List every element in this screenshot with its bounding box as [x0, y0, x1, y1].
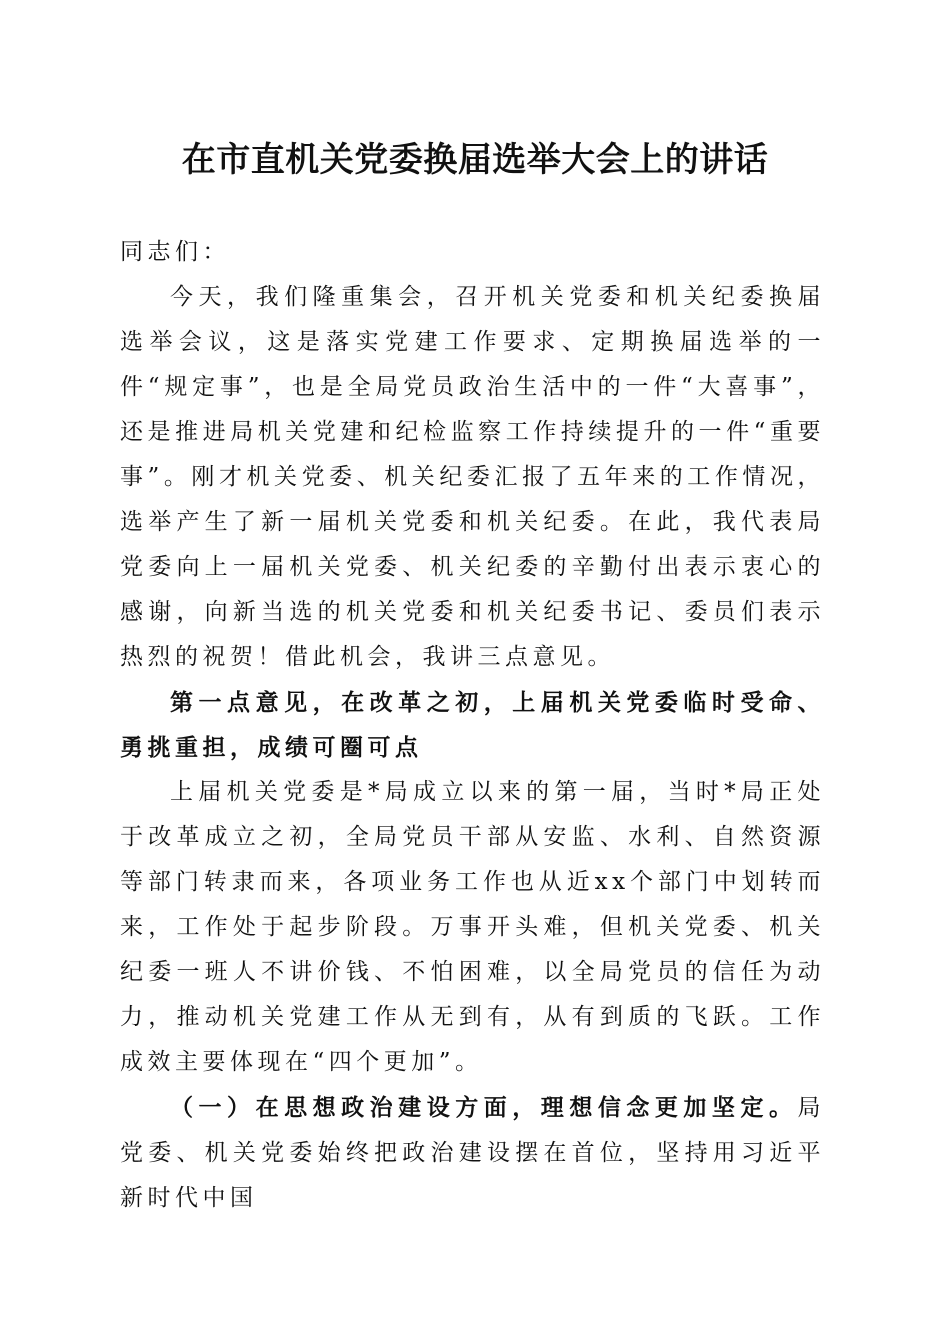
- paragraph: 今天，我们隆重集会，召开机关党委和机关纪委换届选举会议，这是落实党建工作要求、定期换届选举的一件“规定事”，也是全局党员政治生活中的一件“大喜事”，还是推进局机关党建和纪检监察工作持续提升的一件“重要事”。刚才机关党委、机关纪委汇报了五年来的工作情况，选举产生了新一届机关党委和机关纪委。在此，我代表局党委向上一届机关党委、机关纪委的辛勤付出表示衷心的感谢，向新当选的机关党委和机关纪委书记、委员们表示热烈的祝贺！借此机会，我讲三点意见。: [120, 284, 825, 670]
- salutation: 同志们：: [120, 239, 230, 265]
- section-heading: 第一点意见，在改革之初，上届机关党委临时受命、勇挑重担，成绩可圈可点: [120, 689, 825, 761]
- sub-heading: （一）在思想政治建设方面，理想信念更加坚定。: [170, 1094, 798, 1121]
- paragraph: 上届机关党委是*局成立以来的第一届，当时*局正处于改革成立之初，全局党员干部从安监、水利、自然资源等部门转隶而来，各项业务工作也从近xx个部门中划转而来，工作处于起步阶段。万事开头难，但机关党委、机关纪委一班人不讲价钱、不怕困难，以全局党员的信任为动力，推动机关党建工作从无到有，从有到质的飞跃。工作成效主要体现在“四个更加”。: [120, 779, 825, 1075]
- document-title: 在市直机关党委换届选举大会上的讲话: [181, 140, 769, 180]
- document-body: [120, 230, 825, 1221]
- paragraph: [120, 1085, 825, 1221]
- paragraph-text: 局党委、机关党委始终把政治建设摆在首位，坚持用习近平新时代中国: [120, 1095, 825, 1211]
